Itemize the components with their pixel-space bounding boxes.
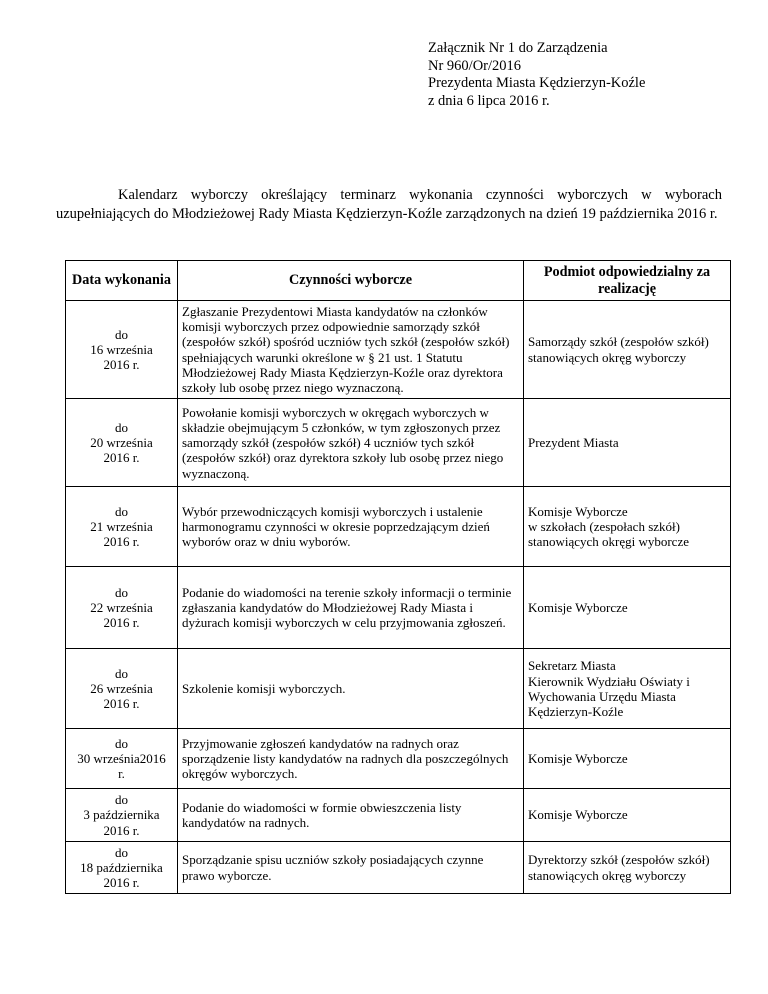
table-row	[66, 399, 731, 487]
cell-action: Sporządzanie spisu uczniów szkoły posiadających czynne prawo wyborcze.	[178, 841, 524, 894]
cell-responsible: Sekretarz Miasta Kierownik Wydziału Oświaty i Wychowania Urzędu Miasta Kędzierzyn-Koźle	[524, 649, 731, 729]
cell-action: Powołanie komisji wyborczych w okręgach wyborczych w składzie obejmującym 5 członków, w tym zgłoszonych przez samorządy szkół (zespołów szkół) 4 uczniów tych szkół (zespołów szkół) oraz dyrektora szkoły lub osobę przez niego wyznaczoną.	[178, 399, 524, 487]
table-row	[66, 301, 731, 399]
table-row	[66, 487, 731, 567]
cell-responsible: Dyrektorzy szkół (zespołów szkół) stanowiących okręg wyborczy	[524, 841, 731, 894]
table-row	[66, 729, 731, 789]
cell-date: do 16 września 2016 r.	[66, 301, 178, 399]
document-header	[428, 40, 645, 110]
cell-responsible: Komisje Wyborcze	[524, 729, 731, 789]
header-line-issuer: Prezydenta Miasta Kędzierzyn-Koźle	[428, 75, 646, 91]
cell-responsible: Samorządy szkół (zespołów szkół) stanowiących okręg wyborczy	[524, 301, 731, 399]
header-date: Data wykonania	[66, 261, 178, 301]
cell-date: do 26 września 2016 r.	[66, 649, 178, 729]
header-line-annex: Załącznik Nr 1 do Zarządzenia	[428, 40, 608, 56]
cell-responsible: Prezydent Miasta	[524, 399, 731, 487]
header-action: Czynności wyborcze	[178, 261, 524, 301]
cell-action: Szkolenie komisji wyborczych.	[178, 649, 524, 729]
cell-action: Wybór przewodniczących komisji wyborczych i ustalenie harmonogramu czynności w okresie poprzedzającym dzień wyborów oraz w dniu wyborów.	[178, 487, 524, 567]
cell-date: do 3 października 2016 r.	[66, 789, 178, 842]
cell-action: Podanie do wiadomości w formie obwieszczenia listy kandydatów na radnych.	[178, 789, 524, 842]
table-row	[66, 789, 731, 842]
header-line-date: z dnia 6 lipca 2016 r.	[428, 92, 550, 109]
cell-responsible: Komisje Wyborcze w szkołach (zespołach szkół) stanowiących okręgi wyborcze	[524, 487, 731, 567]
cell-responsible: Komisje Wyborcze	[524, 789, 731, 842]
intro-paragraph: Kalendarz wyborczy określający terminarz wykonania czynności wyborczych w wyborach uzupełniających do Młodzieżowej Rady Miasta Kędzierzyn-Koźle zarządzonych na dzień 19 października 2016 r.	[56, 187, 722, 222]
cell-action: Podanie do wiadomości na terenie szkoły informacji o terminie zgłaszania kandydatów do Młodzieżowej Rady Miasta i dyżurach komisji wyborczych w celu przyjmowania zgłoszeń.	[178, 567, 524, 649]
cell-responsible: Komisje Wyborcze	[524, 567, 731, 649]
cell-action: Zgłaszanie Prezydentowi Miasta kandydatów na członków komisji wyborczych przez odpowiednie samorządy szkół (zespołów szkół) spośród uczniów tych szkół (zespołów szkół) spełniających warunki określone w § 21 ust. 1 Statutu Młodzieżowej Rady Miasta Kędzierzyn-Koźle oraz dyrektora szkoły lub osobę przez niego wyznaczoną.	[178, 301, 524, 399]
table-row	[66, 841, 731, 894]
cell-date: do 30 września2016 r.	[66, 729, 178, 789]
cell-date: do 21 września 2016 r.	[66, 487, 178, 567]
cell-date: do 22 września 2016 r.	[66, 567, 178, 649]
table-row	[66, 567, 731, 649]
header-line-number: Nr 960/Or/2016	[428, 57, 522, 74]
election-calendar-table	[65, 260, 731, 894]
table-row	[66, 649, 731, 729]
cell-action: Przyjmowanie zgłoszeń kandydatów na radnych oraz sporządzenie listy kandydatów na radnych dla poszczególnych okręgów wyborczych.	[178, 729, 524, 789]
header-responsible: Podmiot odpowiedzialny za realizację	[524, 261, 731, 301]
table-header-row	[66, 261, 731, 301]
cell-date: do 20 września 2016 r.	[66, 399, 178, 487]
cell-date: do 18 października 2016 r.	[66, 841, 178, 894]
